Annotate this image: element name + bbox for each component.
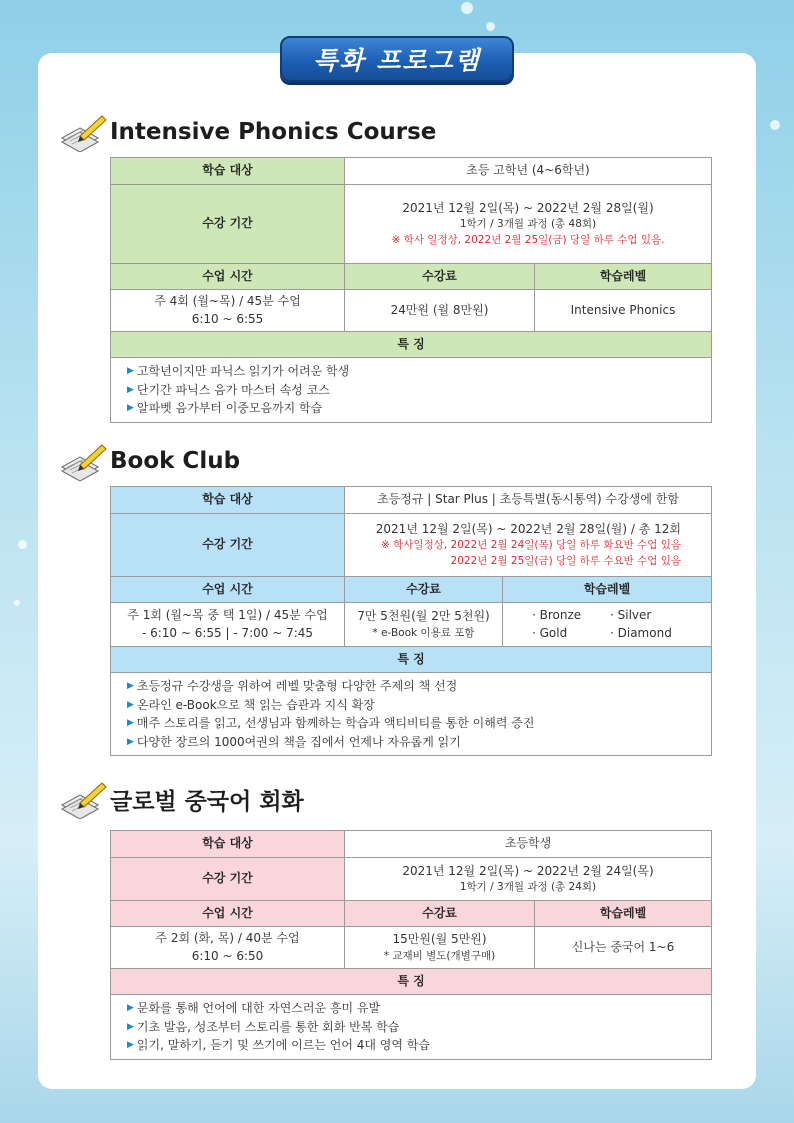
feature-text: 매주 스토리를 읽고, 선생님과 함께하는 학습과 액티비티를 통한 이해력 증진 — [136, 716, 535, 730]
bg-bubble — [770, 120, 780, 130]
target-value: 초등정규 | Star Plus | 초등특별(동시통역) 수강생에 한함 — [345, 487, 712, 514]
bg-bubble — [14, 600, 20, 606]
fee-note: * e-Book 이용료 포함 — [372, 626, 475, 639]
target-label: 학습 대상 — [111, 158, 345, 185]
fee-cell — [345, 927, 535, 969]
chinese-table — [110, 830, 712, 1060]
fee-value: 24만원 (월 8만원) — [345, 290, 535, 332]
fee-label: 수강료 — [345, 577, 503, 603]
level-grid — [507, 607, 707, 642]
time-label: 수업 시간 — [111, 264, 345, 290]
triangle-bullet-icon: ▶ — [127, 1003, 134, 1013]
feature-label: 특 징 — [111, 647, 712, 673]
time-schedule: 주 1회 (월~목 중 택 1일) / 45분 수업 — [127, 608, 328, 623]
period-dates: 2021년 12월 2일(목) ~ 2022년 2월 28일(월) — [402, 201, 654, 216]
time-hours: - 6:10 ~ 6:55 | - 7:00 ~ 7:45 — [141, 625, 314, 640]
feature-label: 특 징 — [111, 969, 712, 995]
target-value: 초등 고학년 (4~6학년) — [345, 158, 712, 185]
section-header — [58, 779, 304, 819]
target-value: 초등학생 — [345, 831, 712, 858]
bg-bubble — [18, 540, 27, 549]
feature-list — [111, 673, 712, 756]
fee-value: 7만 5천원(월 2만 5천원) — [357, 609, 490, 624]
level-label: 학습레벨 — [535, 264, 712, 290]
period-cell — [345, 185, 712, 264]
fee-label: 수강료 — [345, 264, 535, 290]
triangle-bullet-icon: ▶ — [127, 366, 134, 376]
book-pen-icon — [58, 441, 108, 481]
period-cell — [345, 858, 712, 901]
section-header — [58, 441, 240, 481]
section-title: Book Club — [110, 448, 241, 474]
triangle-bullet-icon: ▶ — [127, 718, 134, 728]
period-label: 수강 기간 — [111, 858, 345, 901]
feature-text: 읽기, 말하기, 듣기 및 쓰기에 이르는 언어 4대 영역 학습 — [136, 1038, 430, 1052]
section-title: 글로벌 중국어 회화 — [110, 788, 304, 815]
feature-text: 초등정규 수강생을 위하여 레벨 맞춤형 다양한 주제의 책 선정 — [136, 679, 458, 693]
fee-label: 수강료 — [345, 901, 535, 927]
page-title: 특화 프로그램 — [280, 36, 514, 82]
period-dates: 2021년 12월 2일(목) ~ 2022년 2월 24일(목) — [402, 863, 654, 878]
period-label: 수강 기간 — [111, 514, 345, 577]
period-note: ※ 학사일정상, 2022년 2월 24일(목) 당일 하루 화요반 수업 있음 — [381, 539, 682, 552]
period-course: 1학기 / 3개월 과정 (총 24회) — [459, 881, 597, 894]
time-cell — [111, 603, 345, 647]
triangle-bullet-icon: ▶ — [127, 384, 134, 395]
level-item: · Silver — [610, 608, 652, 623]
section-header — [58, 112, 436, 152]
list-item — [127, 399, 695, 418]
time-cell — [111, 927, 345, 969]
list-item — [127, 999, 695, 1018]
book-pen-icon — [58, 779, 108, 819]
list-item — [127, 677, 695, 696]
feature-text: 기초 발음, 성조부터 스토리를 통한 회화 반복 학습 — [136, 1019, 400, 1034]
book-pen-icon — [58, 112, 108, 152]
list-item — [127, 381, 695, 400]
time-label: 수업 시간 — [111, 901, 345, 927]
time-hours: 6:10 ~ 6:50 — [191, 948, 264, 963]
time-label: 수업 시간 — [111, 577, 345, 603]
level-value: 신나는 중국어 1~6 — [535, 927, 712, 969]
feature-text: 다양한 장르의 1000여권의 책을 집에서 언제나 자유롭게 읽기 — [136, 734, 461, 749]
triangle-bullet-icon: ▶ — [127, 736, 134, 747]
feature-text: 알파벳 음가부터 이중모음까지 학습 — [136, 401, 323, 415]
triangle-bullet-icon: ▶ — [127, 403, 134, 413]
list-item — [127, 696, 695, 715]
fee-note: * 교재비 별도(개별구매) — [383, 949, 496, 962]
list-item — [127, 362, 695, 381]
feature-text: 고학년이지만 파닉스 읽기가 어려운 학생 — [136, 364, 350, 378]
time-schedule: 주 2회 (화, 목) / 40분 수업 — [155, 931, 300, 946]
time-schedule: 주 4회 (월~목) / 45분 수업 — [154, 294, 301, 309]
level-value: Intensive Phonics — [535, 290, 712, 332]
section-title: Intensive Phonics Course — [110, 119, 437, 145]
fee-value: 15만원(월 5만원) — [392, 932, 487, 947]
level-label: 학습레벨 — [503, 577, 712, 603]
level-item: · Diamond — [610, 625, 672, 640]
period-dates: 2021년 12월 2일(목) ~ 2022년 2월 28일(월) / 총 12회 — [375, 522, 682, 537]
target-label: 학습 대상 — [111, 831, 345, 858]
feature-text: 온라인 e-Book으로 책 읽는 습관과 지식 확장 — [136, 697, 375, 712]
period-cell — [345, 514, 712, 577]
level-cell — [503, 603, 712, 647]
triangle-bullet-icon: ▶ — [127, 1040, 134, 1050]
time-cell — [111, 290, 345, 332]
triangle-bullet-icon: ▶ — [127, 681, 134, 691]
time-hours: 6:10 ~ 6:55 — [191, 311, 264, 326]
period-note: 2022년 2월 25일(금) 당일 하루 수요반 수업 있음 — [450, 554, 682, 567]
feature-list — [111, 358, 712, 423]
list-item — [127, 1018, 695, 1037]
feature-list — [111, 995, 712, 1060]
feature-text: 문화를 통해 언어에 대한 자연스러운 흥미 유발 — [136, 1001, 381, 1015]
bg-bubble — [461, 2, 473, 14]
triangle-bullet-icon: ▶ — [127, 1021, 134, 1032]
period-label: 수강 기간 — [111, 185, 345, 264]
level-label: 학습레벨 — [535, 901, 712, 927]
triangle-bullet-icon: ▶ — [127, 699, 134, 710]
fee-cell — [345, 603, 503, 647]
period-course: 1학기 / 3개월 과정 (총 48회) — [459, 218, 597, 231]
period-note: ※ 학사 일정상, 2022년 2월 25일(금) 당일 하루 수업 있음. — [391, 233, 665, 246]
feature-label: 특 징 — [111, 332, 712, 358]
phonics-table — [110, 157, 712, 423]
bookclub-table — [110, 486, 712, 756]
list-item — [127, 714, 695, 733]
feature-text: 단기간 파닉스 음가 마스터 속성 코스 — [136, 382, 330, 397]
bg-bubble — [486, 22, 495, 31]
list-item — [127, 733, 695, 752]
list-item — [127, 1036, 695, 1055]
level-item: · Gold — [532, 625, 568, 640]
level-item: · Bronze — [532, 608, 582, 623]
target-label: 학습 대상 — [111, 487, 345, 514]
